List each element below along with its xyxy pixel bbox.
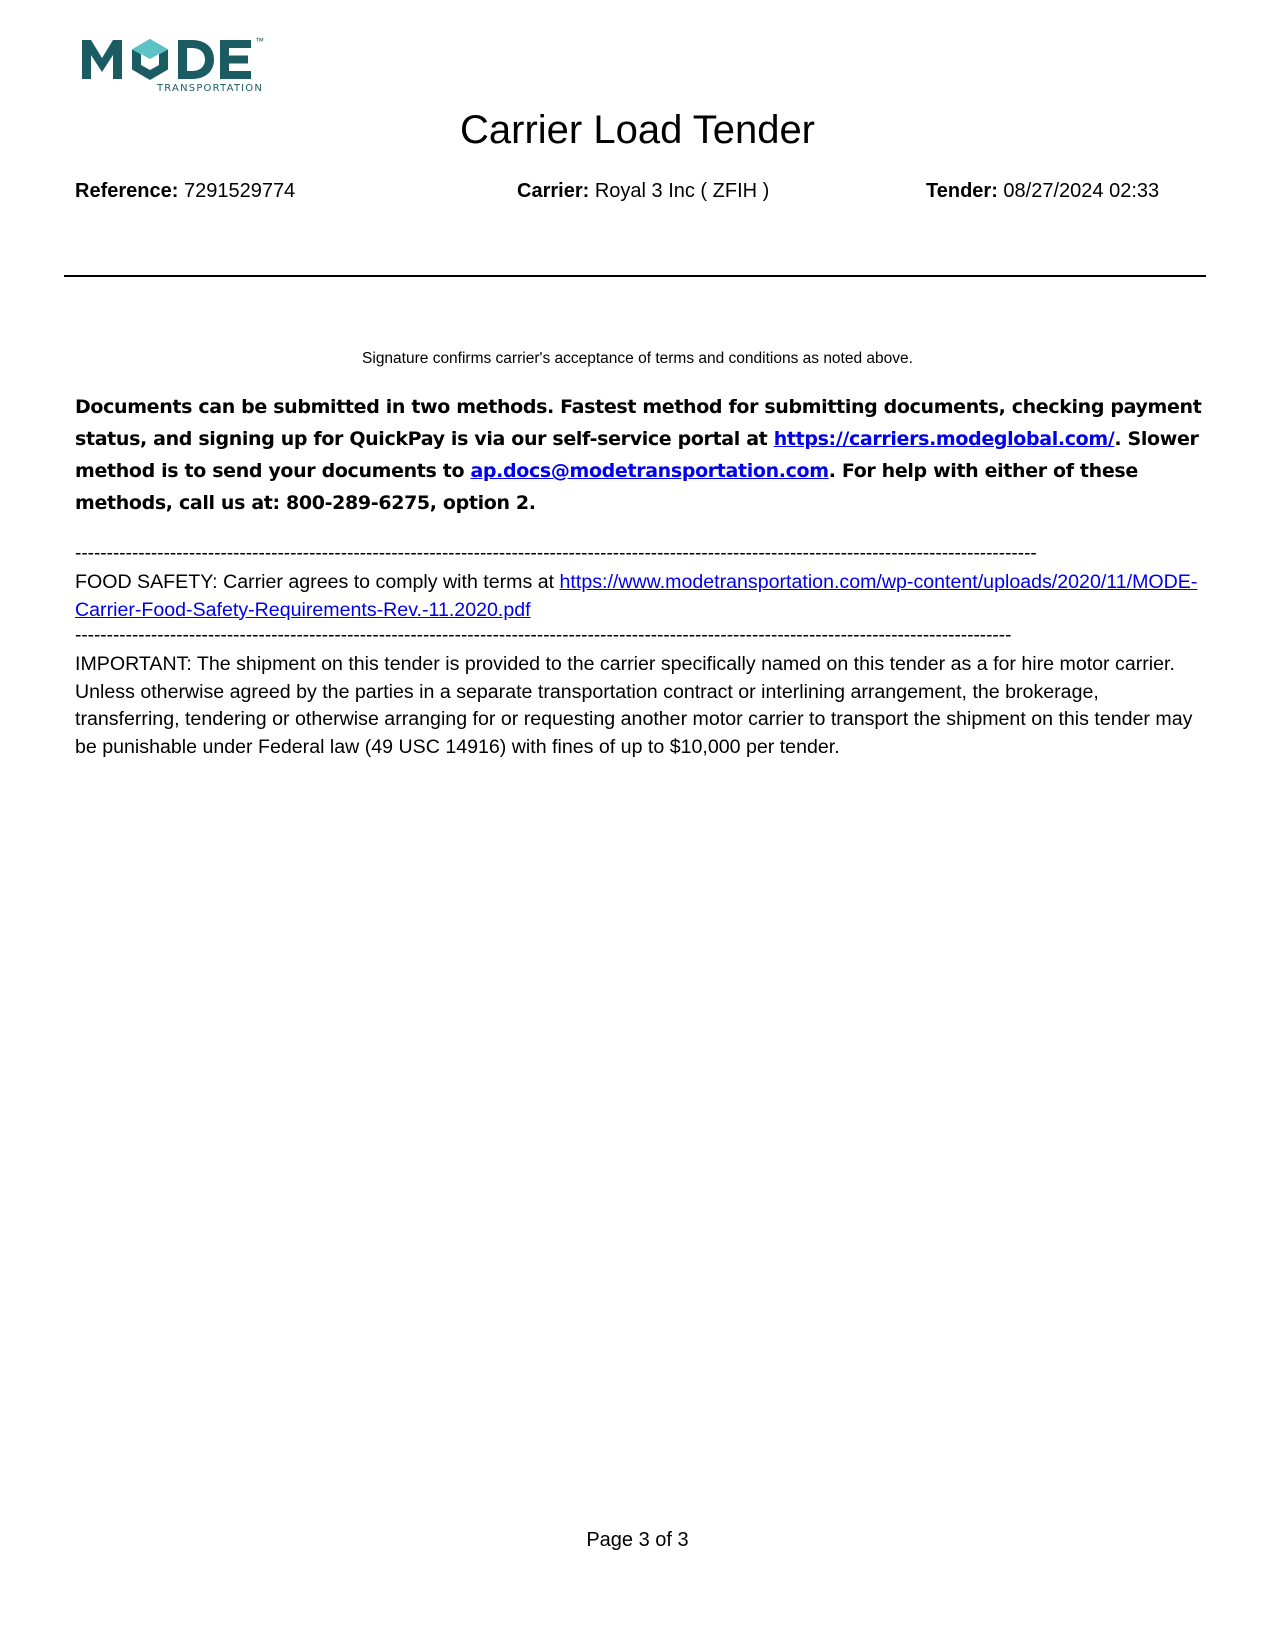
logo-subtext: TRANSPORTATION: [157, 83, 264, 94]
reference-value: 7291529774: [183, 180, 296, 202]
separator-line: --------------------------------------------------------------------------------------------------------------------------------------------------------: [75, 543, 1037, 564]
carrier-field: [517, 178, 769, 204]
carrier-label: Carrier:: [517, 180, 590, 202]
separator-line: ----------------------------------------------------------------------------------------------------------------------------------------------------: [75, 625, 1012, 646]
signature-note: Signature confirms carrier's acceptance of terms and conditions as noted above.: [362, 350, 913, 367]
page-number: Page 3 of 3: [586, 1529, 689, 1551]
tender-field: [926, 178, 1159, 204]
page-title: Carrier Load Tender: [459, 108, 816, 152]
email-link[interactable]: ap.docs@modetransportation.com: [470, 460, 829, 482]
food-safety-text: FOOD SAFETY: Carrier agrees to comply with terms at: [75, 571, 560, 593]
food-safety-link[interactable]: https://www.modetransportation.com/wp-content/uploads/2020/11/MODE-Carrier-Food-Safety-Requirements-Rev.-11.2020.pdf: [75, 571, 1198, 621]
header-divider: [64, 275, 1206, 277]
logo-trademark: ™: [255, 36, 264, 46]
documents-text-2: . Slower method is to send your documents to: [75, 428, 1199, 482]
mode-logo: [80, 36, 280, 102]
important-paragraph: IMPORTANT: The shipment on this tender is provided to the carrier specifically named on this tender as a for hire motor carrier. Unless otherwise agreed by the parties in a separate transportation contract or interlining arrangement, the brokerage, transferring, tendering or otherwise arranging for or requesting another motor carrier to transport the shipment on this tender may be punishable under Federal law (49 USC 14916) with fines of up to $10,000 per tender.: [75, 653, 1193, 758]
carrier-value: Royal 3 Inc ( ZFIH ): [594, 180, 770, 202]
documents-paragraph: [75, 391, 1205, 519]
tender-value: 08/27/2024 02:33: [1003, 180, 1160, 202]
reference-label: Reference:: [75, 180, 179, 202]
documents-text-1: Documents can be submitted in two methods. Fastest method for submitting documents, checking payment status, and signing up for QuickPay is via our self-service portal at: [75, 396, 1202, 450]
reference-field: [75, 178, 295, 204]
documents-text-3: . For help with either of these methods, call us at: 800-289-6275, option 2.: [75, 460, 1138, 514]
portal-link[interactable]: https://carriers.modeglobal.com/: [773, 428, 1115, 450]
tender-label: Tender:: [926, 180, 998, 202]
food-safety-paragraph: [75, 569, 1205, 624]
